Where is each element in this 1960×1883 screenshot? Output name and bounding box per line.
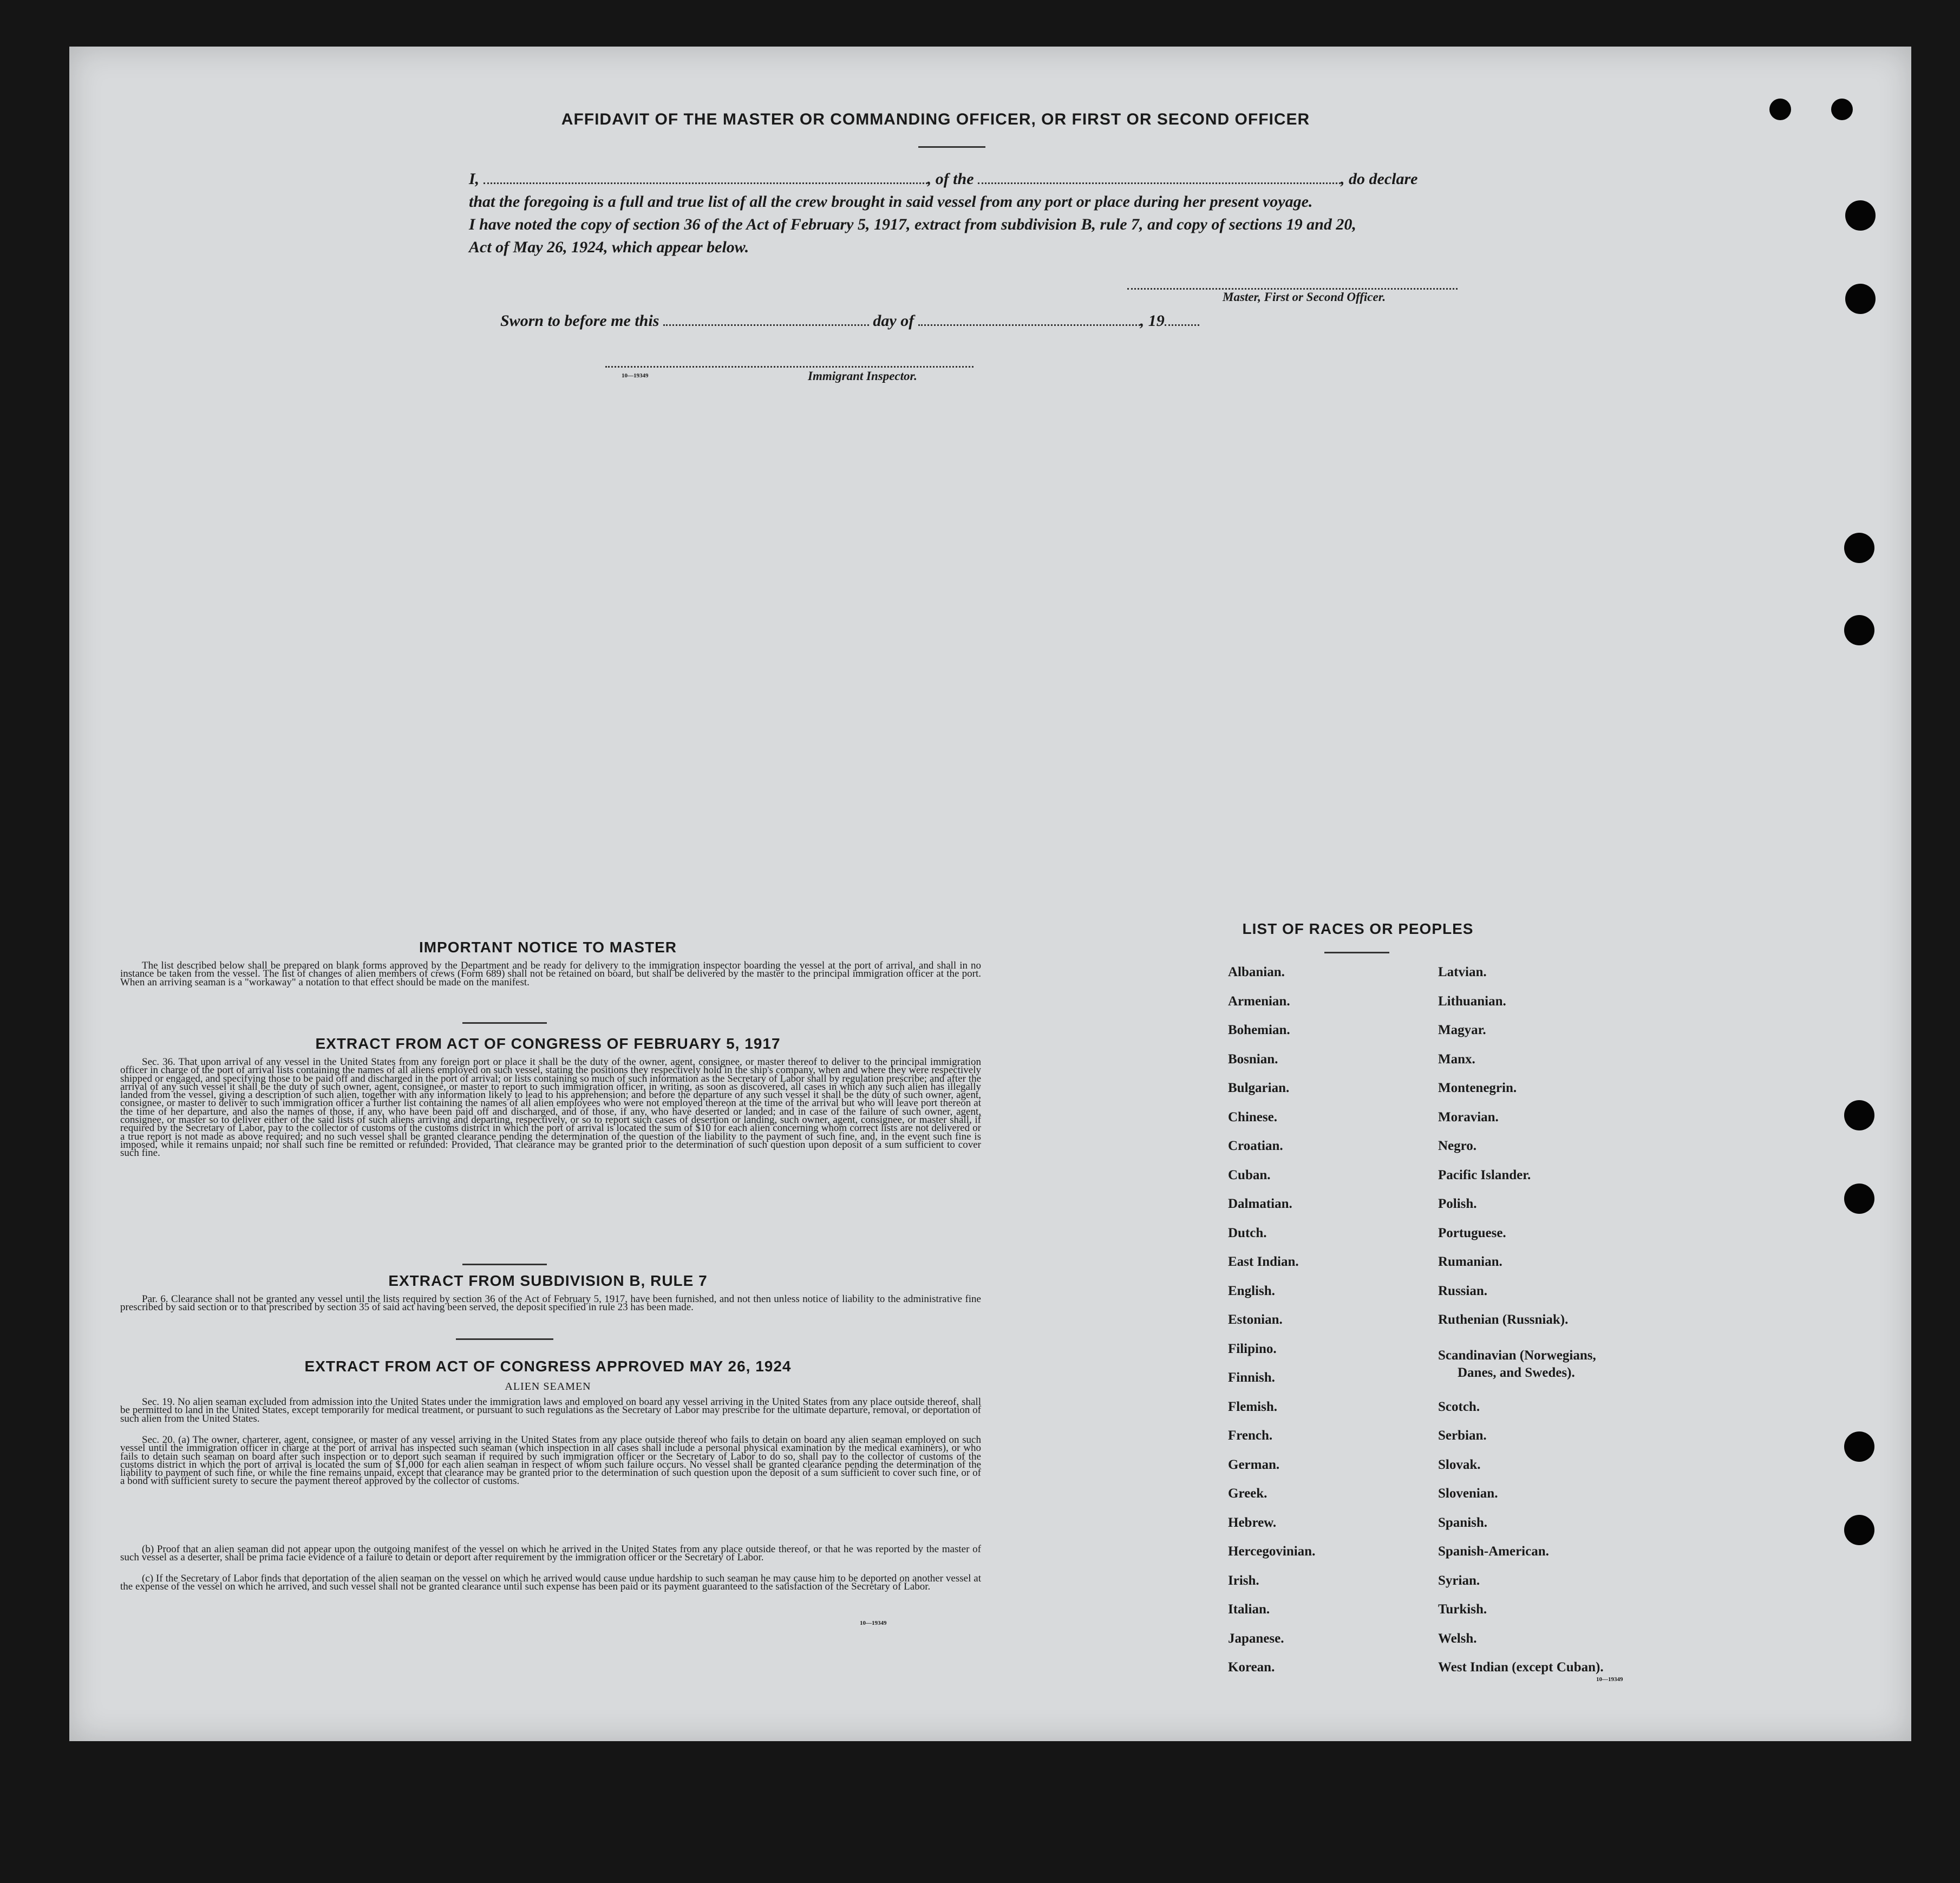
- race-item: Polish.: [1438, 1197, 1477, 1211]
- divider: [462, 1022, 547, 1024]
- sworn-line: [500, 312, 1367, 330]
- race-item: East Indian.: [1228, 1254, 1299, 1269]
- do-declare-label: , do declare: [1341, 170, 1418, 188]
- race-item: Armenian.: [1228, 993, 1290, 1009]
- race-item: Syrian.: [1438, 1573, 1480, 1588]
- affidavit-title: AFFIDAVIT OF THE MASTER OR COMMANDING OFFICER, OR FIRST OR SECOND OFFICER: [561, 110, 1310, 128]
- divider: [456, 1338, 553, 1340]
- extract-rule7-body: Par. 6. Clearance shall not be granted any vessel until the lists required by section 36 of the Act of February 5, 1917, have been furnished, and not then unless notice of liability to the administrative fine prescribed by said section or to that prescribed by section 35 of said act having been served, the deposit specified in rule 23 has been made.: [120, 1293, 981, 1313]
- punch-hole: [1844, 1515, 1874, 1545]
- race-item: Moravian.: [1438, 1109, 1499, 1124]
- of-the-label: , of the: [927, 170, 974, 188]
- race-item: Montenegrin.: [1438, 1081, 1517, 1095]
- race-item: Negro.: [1438, 1139, 1477, 1153]
- punch-hole: [1844, 615, 1874, 645]
- race-item: Albanian.: [1228, 965, 1285, 979]
- race-item: Cuban.: [1228, 1167, 1271, 1182]
- race-item: Slovak.: [1438, 1457, 1481, 1472]
- master-signature-field[interactable]: [1127, 288, 1458, 290]
- race-item: West Indian (except Cuban).: [1438, 1660, 1604, 1675]
- notice-body: The list described below shall be prepared on blank forms approved by the Department and be ready for delivery to the immigration inspector boarding the vessel at the port of arrival, and shall in no instance be taken from the vessel. The list of changes of alien members of crews (Form 689) shall not be retained on board, but shall be delivered by the master to the principal immigration officer at the port. When an arriving seaman is a "workaway" a notation to that effect should be made on the manifest.: [120, 960, 981, 988]
- extract-1917-title: EXTRACT FROM ACT OF CONGRESS OF FEBRUARY 5, 1917: [315, 1035, 781, 1052]
- form-code: 10—19349: [1596, 1676, 1623, 1683]
- race-item: Manx.: [1438, 1051, 1475, 1067]
- race-item: Serbian.: [1438, 1428, 1487, 1443]
- extract-rule7-title: EXTRACT FROM SUBDIVISION B, RULE 7: [388, 1272, 708, 1289]
- inspector-signature-field[interactable]: [605, 366, 974, 368]
- affidavit-line-2: that the foregoing is a full and true list of all the crew brought in said vessel from any port or place during her present voyage.: [469, 193, 1313, 211]
- affidavit-declaration-line: [469, 170, 1584, 188]
- race-item: Italian.: [1228, 1602, 1270, 1617]
- affidavit-line-4: Act of May 26, 1924, which appear below.: [469, 238, 749, 256]
- race-item: Irish.: [1228, 1573, 1259, 1588]
- day-of-label: day of: [873, 312, 914, 330]
- notice-title: IMPORTANT NOTICE TO MASTER: [419, 939, 677, 956]
- year-prefix-label: , 19: [1140, 312, 1165, 330]
- sworn-year-field[interactable]: [1165, 324, 1199, 326]
- punch-hole: [1845, 284, 1876, 314]
- race-item: Ruthenian (Russniak).: [1438, 1312, 1569, 1327]
- i-label: I,: [469, 170, 480, 188]
- document-page: [69, 47, 1911, 1741]
- race-item: Filipino.: [1228, 1341, 1277, 1356]
- race-item: Danes, and Swedes).: [1458, 1365, 1575, 1380]
- affidavit-line-3: I have noted the copy of section 36 of the Act of February 5, 1917, extract from subdivision B, rule 7, and copy of sections 19 and 20,: [469, 215, 1356, 233]
- race-item: Pacific Islander.: [1438, 1167, 1531, 1182]
- race-item: Bulgarian.: [1228, 1081, 1290, 1095]
- punch-hole: [1844, 1184, 1874, 1214]
- sworn-label: Sworn to before me this: [500, 312, 659, 330]
- race-item: French.: [1228, 1428, 1273, 1443]
- master-signature-label: Master, First or Second Officer.: [1223, 290, 1386, 304]
- extract-1924-sec19: Sec. 19. No alien seaman excluded from admission into the United States under the immigration laws and employed on board any vessel arriving in the United States from any place outside thereof, shall be permitted to land in the United States, except temporarily for medical treatment, or pursuant to such regulations as the Secretary of Labor may prescribe for the ultimate departure, removal, or deportation of such alien from the United States.: [120, 1396, 981, 1424]
- race-item: Chinese.: [1228, 1109, 1277, 1124]
- race-item: Latvian.: [1438, 965, 1487, 979]
- form-code: 10—19349: [860, 1620, 887, 1626]
- extract-1924-sec20b: (b) Proof that an alien seaman did not appear upon the outgoing manifest of the vessel on which he arrived in the United States from any place outside thereof, or that he was reported by the master of such vessel as a deserter, shall be prima facie evidence of a failure to detain or deport after requirement by the immigration officer or the Secretary of Labor.: [120, 1544, 981, 1564]
- race-item: Turkish.: [1438, 1602, 1487, 1617]
- divider: [1324, 952, 1389, 953]
- race-item: Russian.: [1438, 1283, 1488, 1298]
- alien-seamen-subtitle: ALIEN SEAMEN: [505, 1381, 591, 1392]
- race-item: Bosnian.: [1228, 1051, 1278, 1067]
- inspector-label: Immigrant Inspector.: [808, 369, 917, 383]
- sworn-month-field[interactable]: [918, 324, 1140, 326]
- race-item: Finnish.: [1228, 1370, 1275, 1385]
- race-item: Magyar.: [1438, 1023, 1486, 1037]
- race-item: Welsh.: [1438, 1631, 1477, 1646]
- race-item: Scandinavian (Norwegians,: [1438, 1348, 1596, 1363]
- race-item: Hercegovinian.: [1228, 1544, 1316, 1559]
- race-item: German.: [1228, 1457, 1280, 1472]
- vessel-name-field[interactable]: [978, 182, 1341, 184]
- race-item: Spanish-American.: [1438, 1544, 1549, 1559]
- form-code: 10—19349: [622, 372, 649, 379]
- race-item: Flemish.: [1228, 1399, 1277, 1414]
- declarant-name-field[interactable]: [484, 182, 927, 184]
- race-item: English.: [1228, 1283, 1275, 1298]
- race-item: Spanish.: [1438, 1515, 1488, 1530]
- race-item: Dutch.: [1228, 1225, 1267, 1240]
- extract-1917-body: Sec. 36. That upon arrival of any vessel in the United States from any foreign port or place it shall be the duty of the owner, agent, consignee, or master thereof to deliver to the principal immigration officer in charge of the port of arrival lists containing the names of all aliens employed on such vessel, stating the positions they respectively hold in the ship's company, when and where they were respectively shipped or engaged, and specifying those to be paid off and discharged in the port of arrival; or lists containing so much of such information as the Secretary of Labor shall by regulation prescribe; and after the arrival of any such vessel it shall be the duty of such owner, agent, consignee, or master to report to such immigration officer, in writing, as soon as discovered, all cases in which any such alien has illegally landed from the vessel, giving a description of such alien, together with any information likely to lead to his apprehension; and before the departure of any such vessel it shall be the duty of such owner, agent, consignee, or master to deliver to such immigration officer a further list containing the names of all alien employees who were not employed thereon at the time of the arrival but who will leave port thereon at the time of her departure, and also the names of those, if any, who have been paid off and discharged, and of those, if any, who have deserted or landed; and in case of the failure of such owner, agent, consignee, or master so to deliver either of the said lists of such aliens arriving and departing, respectively, or so to report such cases of desertion or landing, such owner, agent, consignee, or master shall, if required by the Secretary of Labor, pay to the collector of customs of the customs district in which the port of arrival is located the sum of $10 for each alien concerning whom correct lists are not delivered or a true report is not made as above required; and no such vessel shall be granted clearance pending the determination of the question of the liability to the payment of such fine, and, in the event such fine is imposed, while it remains unpaid; nor shall such fine be remitted or refunded: Provided, That clearance may be granted prior to the determination of such question upon deposit of a sum sufficient to cover such fine.: [120, 1056, 981, 1159]
- race-item: Croatian.: [1228, 1139, 1283, 1153]
- divider: [462, 1264, 547, 1265]
- punch-hole: [1769, 99, 1791, 120]
- race-item: Japanese.: [1228, 1631, 1284, 1646]
- divider: [918, 146, 985, 148]
- punch-hole: [1831, 99, 1853, 120]
- extract-1924-sec20c: (c) If the Secretary of Labor finds that deportation of the alien seaman on the vessel on which he arrived would cause undue hardship to such seaman he may cause him to be deported on another vessel at the expense of the vessel on which he arrived, and such vessel shall not be granted clearance until such expense has been paid or its payment guaranteed to the satisfaction of the Secretary of Labor.: [120, 1573, 981, 1593]
- extract-1924-title: EXTRACT FROM ACT OF CONGRESS APPROVED MAY 26, 1924: [304, 1358, 792, 1375]
- punch-hole: [1845, 200, 1876, 231]
- punch-hole: [1844, 1100, 1874, 1130]
- punch-hole: [1844, 533, 1874, 563]
- punch-hole: [1844, 1431, 1874, 1462]
- race-item: Rumanian.: [1438, 1254, 1502, 1269]
- race-item: Lithuanian.: [1438, 993, 1506, 1009]
- race-item: Hebrew.: [1228, 1515, 1277, 1530]
- race-item: Korean.: [1228, 1660, 1275, 1675]
- race-item: Scotch.: [1438, 1399, 1480, 1414]
- race-item: Estonian.: [1228, 1312, 1283, 1327]
- extract-1924-sec20a: Sec. 20. (a) The owner, charterer, agent, consignee, or master of any vessel arriving in the United States from any place outside thereof who fails to detain on board any alien seaman employed on such vessel until the immigration officer in charge at the port of arrival has inspected such seaman (which inspection in all cases shall include a personal physical examination by the medical examiners), or who fails to detain such seaman on board after such inspection or to deport such seaman if required by such immigration officer or the Secretary of Labor to do so, shall pay to the collector of customs of the customs district in which the port of arrival is located the sum of $1,000 for each alien seaman in respect of whom such failure occurs. No vessel shall be granted clearance pending the determination of the liability to payment of such fine, or while the fine remains unpaid, except that clearance may be granted prior to the determination of such question upon the deposit of a sum sufficient to cover such fine, or of a bond with sufficient surety to secure the payment thereof approved by the collector of customs.: [120, 1434, 981, 1487]
- races-title: LIST OF RACES OR PEOPLES: [1242, 920, 1474, 937]
- race-item: Slovenian.: [1438, 1486, 1498, 1501]
- race-item: Bohemian.: [1228, 1023, 1290, 1037]
- race-item: Portuguese.: [1438, 1225, 1506, 1240]
- sworn-day-field[interactable]: [663, 324, 869, 326]
- race-item: Dalmatian.: [1228, 1197, 1292, 1211]
- race-item: Greek.: [1228, 1486, 1268, 1501]
